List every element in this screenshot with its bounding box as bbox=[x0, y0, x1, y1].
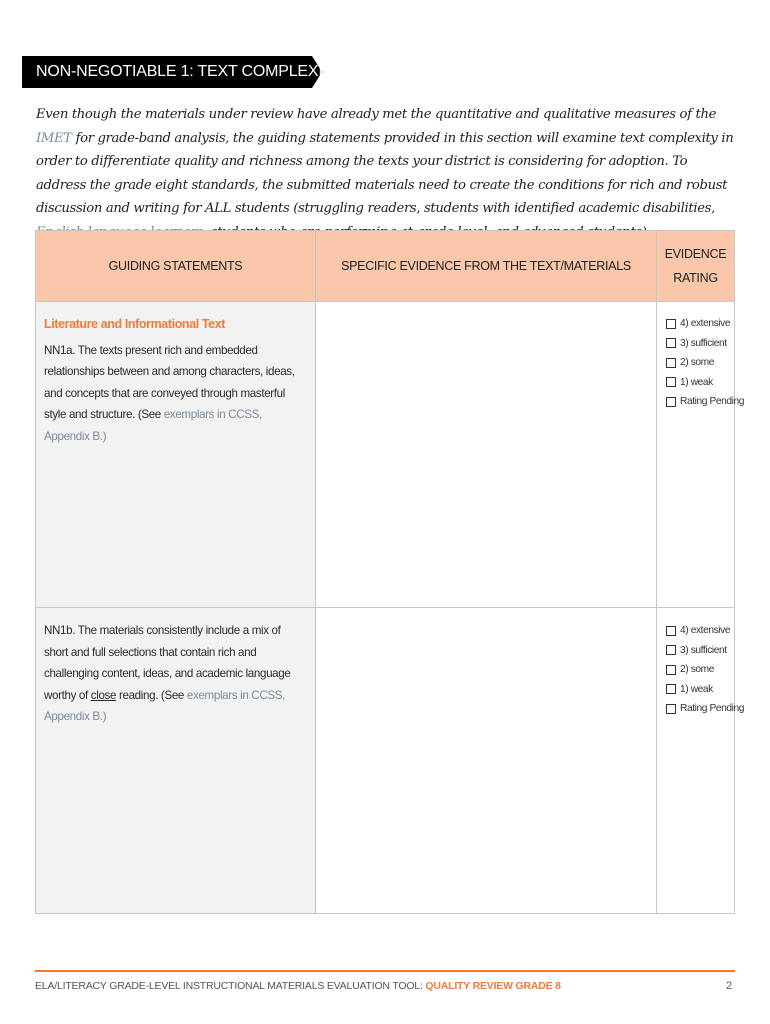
footer-rule bbox=[35, 970, 735, 972]
rating-label: 3) sufficient bbox=[680, 644, 727, 656]
checkbox[interactable] bbox=[666, 397, 676, 407]
guiding-statement-cell bbox=[36, 302, 315, 607]
intro-text-2: for grade-band analysis, the guiding statements provided in this section will examine text complexity in order to differentiate quality and richness among the texts your district is considering for adoption. To address the grade eight standards, the submitted materials need to create the conditions for rich and robust discussion and writing for ALL students (struggling readers, students with identified academic disabilities, bbox=[36, 130, 734, 216]
rating-option[interactable] bbox=[666, 680, 734, 700]
checkbox[interactable] bbox=[666, 338, 676, 348]
checkbox[interactable] bbox=[666, 704, 676, 714]
rating-option[interactable] bbox=[666, 699, 745, 719]
rating-option[interactable] bbox=[666, 660, 734, 680]
statement-nn1a bbox=[44, 340, 306, 448]
rating-option[interactable] bbox=[666, 334, 734, 354]
checkbox[interactable] bbox=[666, 377, 676, 387]
intro-paragraph bbox=[36, 103, 736, 244]
statement-text: NN1a. The texts present rich and embedded relationships between and among characters, ideas, and concepts that are conveyed through masterful style and structure. (See bbox=[44, 343, 295, 421]
statement-text: reading. (See bbox=[116, 688, 187, 702]
header-rating-line2: RATING bbox=[673, 271, 718, 285]
section-banner bbox=[22, 56, 343, 88]
header-rating-line1: EVIDENCE bbox=[664, 247, 727, 261]
rating-option[interactable] bbox=[666, 641, 734, 661]
rating-label: 3) sufficient bbox=[680, 337, 727, 349]
section-heading: Literature and Informational Text bbox=[44, 317, 226, 331]
footer-prefix: ELA/LITERACY GRADE-LEVEL INSTRUCTIONAL MATERIALS EVALUATION TOOL: bbox=[35, 980, 426, 992]
rating-option[interactable] bbox=[666, 392, 745, 412]
rating-label: 1) weak bbox=[680, 683, 713, 695]
header-guiding-statements: GUIDING STATEMENTS bbox=[108, 259, 243, 273]
statement-nn1b bbox=[44, 620, 306, 728]
evidence-input-area[interactable] bbox=[316, 608, 656, 913]
rating-option[interactable] bbox=[666, 621, 734, 641]
rating-label: 1) weak bbox=[680, 376, 713, 388]
footer-title: QUALITY REVIEW GRADE 8 bbox=[425, 980, 561, 992]
exemplars-link[interactable]: exemplars in CCSS, Appendix B.) bbox=[44, 408, 262, 443]
checkbox[interactable] bbox=[666, 684, 676, 694]
statement-text: NN1b. The materials consistently include a mix of short and full selections that contain rich and challenging content, ideas, and academic language worthy of bbox=[44, 624, 291, 702]
rating-option[interactable] bbox=[666, 314, 734, 334]
evidence-input-area[interactable] bbox=[316, 302, 656, 607]
rating-label: 4) extensive bbox=[680, 318, 731, 330]
rating-checklist bbox=[666, 621, 745, 719]
header-evidence-rating bbox=[657, 231, 734, 301]
rating-label: 2) some bbox=[680, 357, 715, 369]
intro-text-1: Even though the materials under review have already met the quantitative and qualitative measures of the bbox=[36, 107, 717, 122]
rating-option[interactable] bbox=[666, 373, 734, 393]
exemplars-link[interactable]: exemplars in CCSS, Appendix B.) bbox=[44, 688, 285, 723]
table-row bbox=[36, 608, 745, 913]
rating-option[interactable] bbox=[666, 353, 734, 373]
table-row bbox=[36, 302, 745, 607]
checkbox[interactable] bbox=[666, 626, 676, 636]
banner-title: NON-NEGOTIABLE 1: TEXT COMPLEXITY bbox=[36, 63, 343, 80]
guiding-statement-cell bbox=[36, 608, 315, 913]
rating-label: 4) extensive bbox=[680, 625, 731, 637]
page-number: 2 bbox=[726, 980, 733, 992]
rating-label: 2) some bbox=[680, 664, 715, 676]
row1-content bbox=[44, 314, 306, 447]
checkbox[interactable] bbox=[666, 358, 676, 368]
evaluation-table bbox=[35, 230, 745, 914]
checkbox[interactable] bbox=[666, 645, 676, 655]
checkbox[interactable] bbox=[666, 665, 676, 675]
rating-label: Rating Pending bbox=[680, 703, 745, 715]
rating-checklist bbox=[666, 314, 745, 412]
imet-link[interactable]: IMET bbox=[36, 130, 72, 146]
table-header bbox=[36, 231, 734, 302]
footer-text bbox=[35, 980, 561, 992]
header-specific-evidence: SPECIFIC EVIDENCE FROM THE TEXT/MATERIALS bbox=[341, 259, 631, 273]
checkbox[interactable] bbox=[666, 319, 676, 329]
underlined-word: close bbox=[90, 688, 117, 702]
rating-label: Rating Pending bbox=[680, 396, 745, 408]
